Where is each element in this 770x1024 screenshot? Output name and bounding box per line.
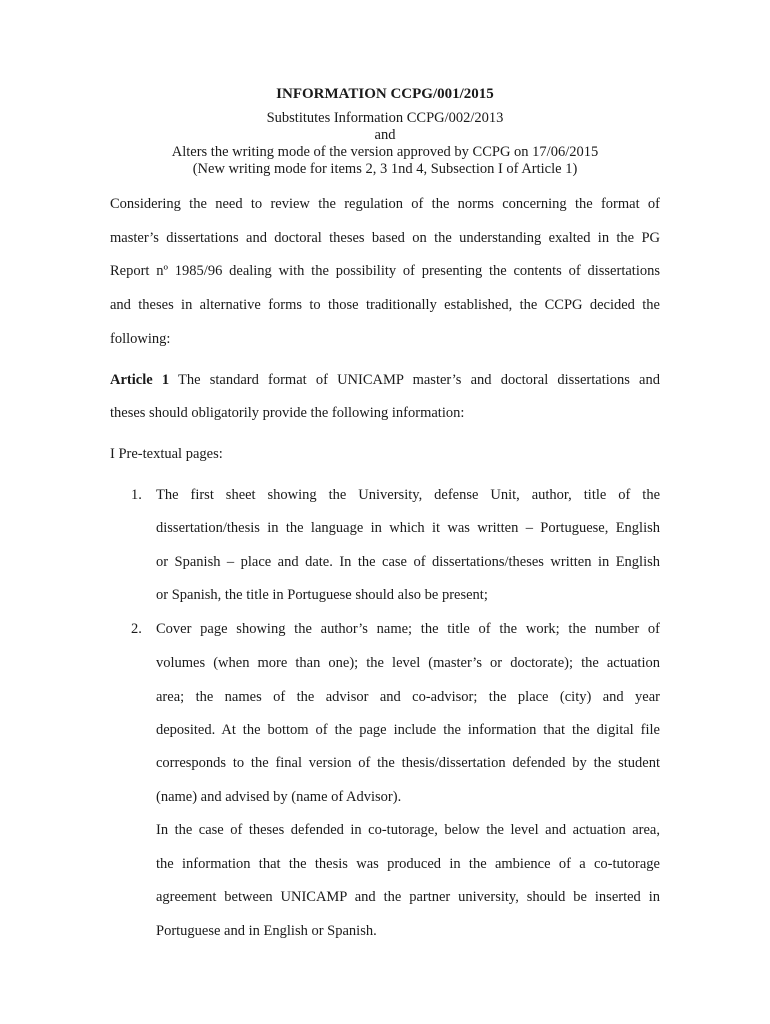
article-1-line: theses should obligatorily provide the following information: <box>110 405 465 421</box>
list-item-line: or Spanish, the title in Portuguese should also be present; <box>156 587 488 603</box>
list-item-line: corresponds to the final version of the thesis/dissertation defended by the student <box>156 755 660 771</box>
list-item-number: 1. <box>131 487 142 503</box>
list-item-extra-line: In the case of theses defended in co-tutorage, below the level and actuation area, <box>156 822 660 838</box>
intro-line: and theses in alternative forms to those traditionally established, the CCPG decided the <box>110 297 660 313</box>
list-item-number: 2. <box>131 621 142 637</box>
list-item-line: dissertation/thesis in the language in which it was written – Portuguese, English <box>156 520 660 536</box>
intro-line: master’s dissertations and doctoral theses based on the understanding exalted in the PG <box>110 230 660 246</box>
intro-line: Report nº 1985/96 dealing with the possibility of presenting the contents of dissertations <box>110 263 660 279</box>
list-item-line: Cover page showing the author’s name; the title of the work; the number of <box>156 621 660 637</box>
list-item-line: or Spanish – place and date. In the case of dissertations/theses written in English <box>156 554 660 570</box>
list-item-extra-line: agreement between UNICAMP and the partner university, should be inserted in <box>156 889 660 905</box>
subtitle-substitutes: Substitutes Information CCPG/002/2013 <box>266 110 504 126</box>
article-1-line <box>110 371 660 389</box>
list-item-line: area; the names of the advisor and co-advisor; the place (city) and year <box>156 689 660 705</box>
intro-line: Considering the need to review the regulation of the norms concerning the format of <box>110 196 660 212</box>
article-1-label: Article 1 <box>110 372 170 388</box>
subtitle-new-writing-mode: (New writing mode for items 2, 3 1nd 4, Subsection I of Article 1) <box>192 161 578 177</box>
article-1-text: The standard format of UNICAMP master’s and doctoral dissertations and <box>178 372 660 388</box>
list-item-extra-line: the information that the thesis was produced in the ambience of a co-tutorage <box>156 856 660 872</box>
list-item-line: The first sheet showing the University, defense Unit, author, title of the <box>156 487 660 503</box>
intro-line: following: <box>110 331 171 347</box>
list-item-line: deposited. At the bottom of the page include the information that the digital file <box>156 722 660 738</box>
subtitle-and: and <box>374 127 396 143</box>
section-heading: I Pre-textual pages: <box>110 446 223 462</box>
list-item-line: (name) and advised by (name of Advisor). <box>156 789 402 805</box>
subtitle-alters: Alters the writing mode of the version approved by CCPG on 17/06/2015 <box>171 144 599 160</box>
document-title: INFORMATION CCPG/001/2015 <box>276 86 494 102</box>
list-item-extra-line: Portuguese and in English or Spanish. <box>156 923 377 939</box>
list-item-line: volumes (when more than one); the level (master’s or doctorate); the actuation <box>156 655 660 671</box>
